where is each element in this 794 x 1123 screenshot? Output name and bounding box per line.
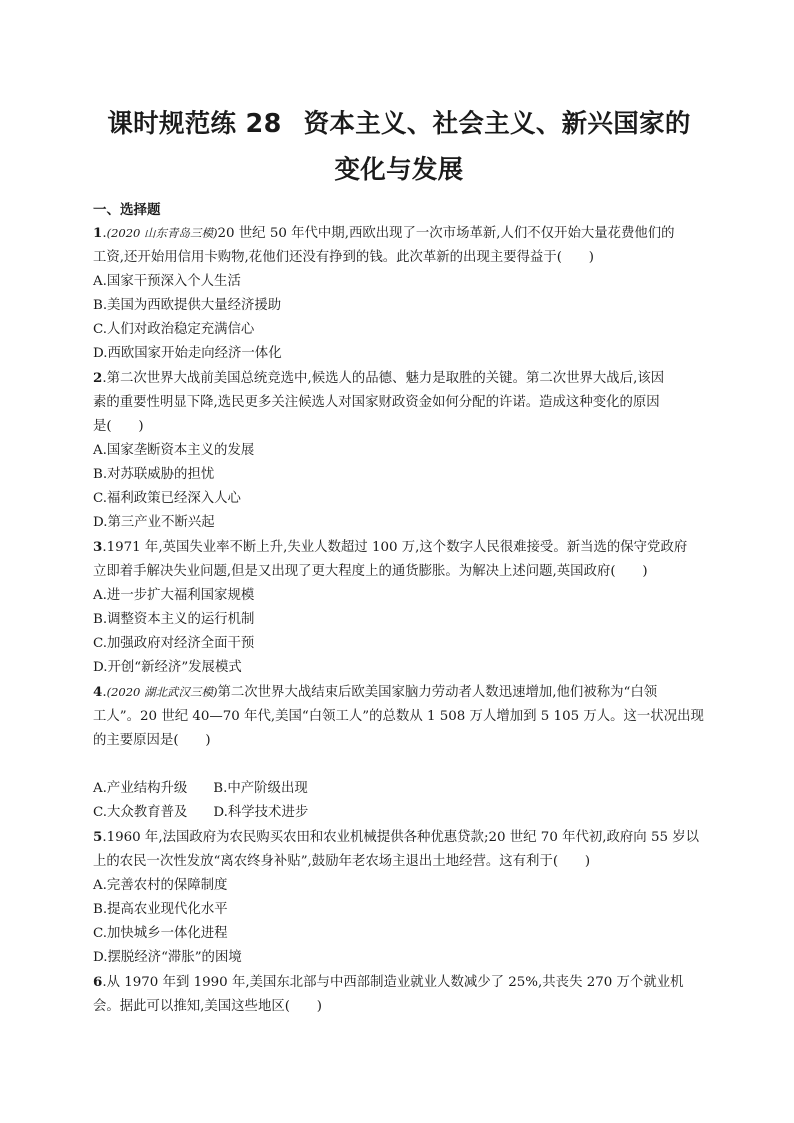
option-c: C.人们对政治稳定充满信心 bbox=[93, 322, 255, 337]
option-b: B.调整资本主义的运行机制 bbox=[93, 612, 255, 627]
option-a: A.国家垄断资本主义的发展 bbox=[93, 443, 255, 458]
option-d: D.摆脱经济“滞胀”的困境 bbox=[93, 950, 242, 965]
section-heading: 一、选择题 bbox=[93, 202, 161, 218]
option-row bbox=[93, 777, 705, 801]
question-line: 2.第二次世界大战前美国总统竞选中,候选人的品德、魅力是取胜的关键。第二次世界大战后,该因 bbox=[93, 370, 665, 386]
question-number: 5 bbox=[93, 829, 103, 845]
option-b: B.对苏联威胁的担忧 bbox=[93, 467, 215, 482]
title-lesson-number: 课时规范练 28 bbox=[107, 109, 282, 139]
question-2 bbox=[93, 366, 705, 439]
question-6 bbox=[93, 970, 705, 1019]
question-line: 是( ) bbox=[93, 419, 144, 434]
option-b: B.美国为西欧提供大量经济援助 bbox=[93, 298, 282, 313]
question-line: 3.1971 年,英国失业率不断上升,失业人数超过 100 万,这个数字人民很难接受。新当选的保守党政府 bbox=[93, 539, 688, 555]
option-a: A.完善农村的保障制度 bbox=[93, 878, 228, 893]
question-source: (2020 湖北武汉三模) bbox=[106, 685, 218, 699]
option-d: D.第三产业不断兴起 bbox=[93, 515, 215, 530]
question-number: 3 bbox=[93, 539, 103, 555]
question-line: 4.(2020 湖北武汉三模)第二次世界大战结束后欧美国家脑力劳动者人数迅速增加,他们被称为“白领 bbox=[93, 684, 658, 700]
option-d: D.科学技术进步 bbox=[213, 805, 309, 820]
page-title bbox=[93, 101, 705, 193]
document-page bbox=[93, 0, 705, 1019]
title-line-2: 变化与发展 bbox=[334, 155, 464, 185]
question-1 bbox=[93, 221, 705, 270]
question-line: 1.(2020 山东青岛三模)20 世纪 50 年代中期,西欧出现了一次市场革新,人们不仅开始大量花费他们的 bbox=[93, 225, 675, 241]
question-number: 2 bbox=[93, 370, 103, 386]
option-a: A.进一步扩大福利国家规模 bbox=[93, 588, 255, 603]
question-line: 工人”。20 世纪 40—70 年代,美国“白领工人”的总数从 1 508 万人增加到 5 105 万人。这一状况出现 bbox=[93, 709, 704, 724]
option-a: A.国家干预深入个人生活 bbox=[93, 274, 241, 289]
question-number: 4 bbox=[93, 684, 103, 700]
question-number: 1 bbox=[93, 225, 103, 241]
question-line: 素的重要性明显下降,选民更多关注候选人对国家财政资金如何分配的许诺。造成这种变化的原因 bbox=[93, 395, 660, 410]
option-b: B.中产阶级出现 bbox=[213, 781, 308, 796]
question-line: 会。据此可以推知,美国这些地区( ) bbox=[93, 999, 322, 1014]
question-3 bbox=[93, 535, 705, 584]
question-line: 的主要原因是( ) bbox=[93, 733, 211, 748]
question-line: 5.1960 年,法国政府为农民购买农田和农业机械提供各种优惠贷款;20 世纪 70 年代初,政府向 55 岁以 bbox=[93, 829, 700, 845]
question-4 bbox=[93, 680, 705, 753]
question-5 bbox=[93, 825, 705, 874]
option-c: C.大众教育普及 bbox=[93, 805, 188, 820]
spacer bbox=[93, 753, 705, 777]
option-d: D.开创“新经济”发展模式 bbox=[93, 660, 242, 675]
title-line-1 bbox=[93, 101, 705, 147]
option-c: C.加强政府对经济全面干预 bbox=[93, 636, 255, 651]
option-c: C.加快城乡一体化进程 bbox=[93, 926, 228, 941]
option-row bbox=[93, 801, 705, 825]
question-number: 6 bbox=[93, 974, 103, 990]
option-a: A.产业结构升级 bbox=[93, 781, 188, 796]
title-topic-part-1: 资本主义、社会主义、新兴国家的 bbox=[303, 109, 691, 139]
option-b: B.提高农业现代化水平 bbox=[93, 902, 228, 917]
question-source: (2020 山东青岛三模) bbox=[106, 226, 218, 240]
option-c: C.福利政策已经深入人心 bbox=[93, 491, 241, 506]
question-line: 上的农民一次性发放“离农终身补贴”,鼓励年老农场主退出土地经营。这有利于( ) bbox=[93, 854, 591, 869]
question-line: 工资,还开始用信用卡购物,花他们还没有挣到的钱。此次革新的出现主要得益于( ) bbox=[93, 250, 595, 265]
option-d: D.西欧国家开始走向经济一体化 bbox=[93, 346, 282, 361]
question-line: 6.从 1970 年到 1990 年,美国东北部与中西部制造业就业人数减少了 25%,共丧失 270 万个就业机 bbox=[93, 974, 684, 990]
question-line: 立即着手解决失业问题,但是又出现了更大程度上的通货膨胀。为解决上述问题,英国政府( ) bbox=[93, 564, 648, 579]
